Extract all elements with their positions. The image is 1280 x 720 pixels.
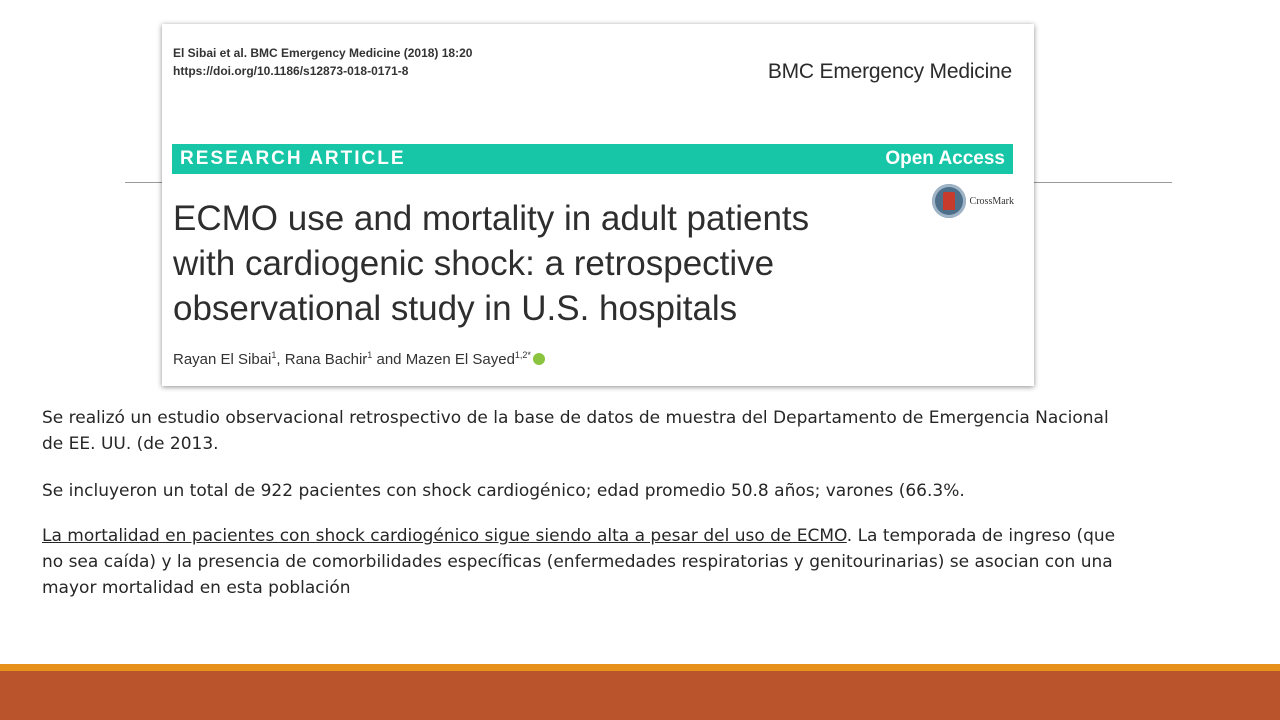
article-header-image bbox=[162, 24, 1034, 386]
article-type-label: RESEARCH ARTICLE bbox=[180, 148, 406, 169]
footer-bar bbox=[0, 671, 1280, 720]
author-affiliation: 1,2* bbox=[514, 350, 531, 360]
article-title bbox=[173, 196, 893, 331]
title-line: with cardiogenic shock: a retrospective bbox=[173, 244, 775, 283]
study-design-paragraph: Se realizó un estudio observacional retrospectivo de la base de datos de muestra del Departamento de Emergencia Nacional de EE. UU. (de 2013. bbox=[42, 408, 1109, 454]
author-name: Rana Bachir bbox=[284, 351, 368, 368]
journal-name: BMC Emergency Medicine bbox=[767, 60, 1012, 83]
title-line: ECMO use and mortality in adult patients bbox=[173, 199, 810, 238]
orcid-icon bbox=[533, 353, 545, 365]
crossmark-badge bbox=[932, 184, 1014, 218]
citation-line: El Sibai et al. BMC Emergency Medicine (2018) 18:20 bbox=[173, 46, 473, 60]
author-separator: , bbox=[276, 351, 285, 368]
author-list bbox=[173, 350, 545, 368]
citation-block bbox=[173, 44, 472, 80]
article-type-banner bbox=[172, 144, 1013, 174]
author-name: Rayan El Sibai bbox=[173, 351, 272, 368]
doi-line: https://doi.org/10.1186/s12873-018-0171-8 bbox=[173, 64, 409, 78]
crossmark-label: CrossMark bbox=[969, 195, 1014, 207]
conclusion-text: . La temporada de ingreso (que no sea caída) y la presencia de comorbilidades específicas (enfermedades respiratorias y genitourinarias) se asocian con una mayor mortalidad en esta población bbox=[42, 526, 1116, 598]
conclusion-underlined-text: La mortalidad en pacientes con shock cardiogénico sigue siendo alta a pesar del uso de ECMO bbox=[42, 526, 847, 546]
footer-accent-stripe bbox=[0, 664, 1280, 671]
author-affiliation: 1 bbox=[271, 350, 277, 360]
title-line: observational study in U.S. hospitals bbox=[173, 289, 738, 328]
author-name: Mazen El Sayed bbox=[405, 351, 515, 368]
conclusion-paragraph bbox=[42, 523, 1132, 601]
crossmark-icon bbox=[932, 184, 966, 218]
open-access-label: Open Access bbox=[885, 148, 1005, 169]
patients-paragraph: Se incluyeron un total de 922 pacientes con shock cardiogénico; edad promedio 50.8 años; varones (66.3%. bbox=[42, 481, 965, 501]
author-separator: and bbox=[372, 351, 406, 368]
author-affiliation: 1 bbox=[367, 350, 373, 360]
